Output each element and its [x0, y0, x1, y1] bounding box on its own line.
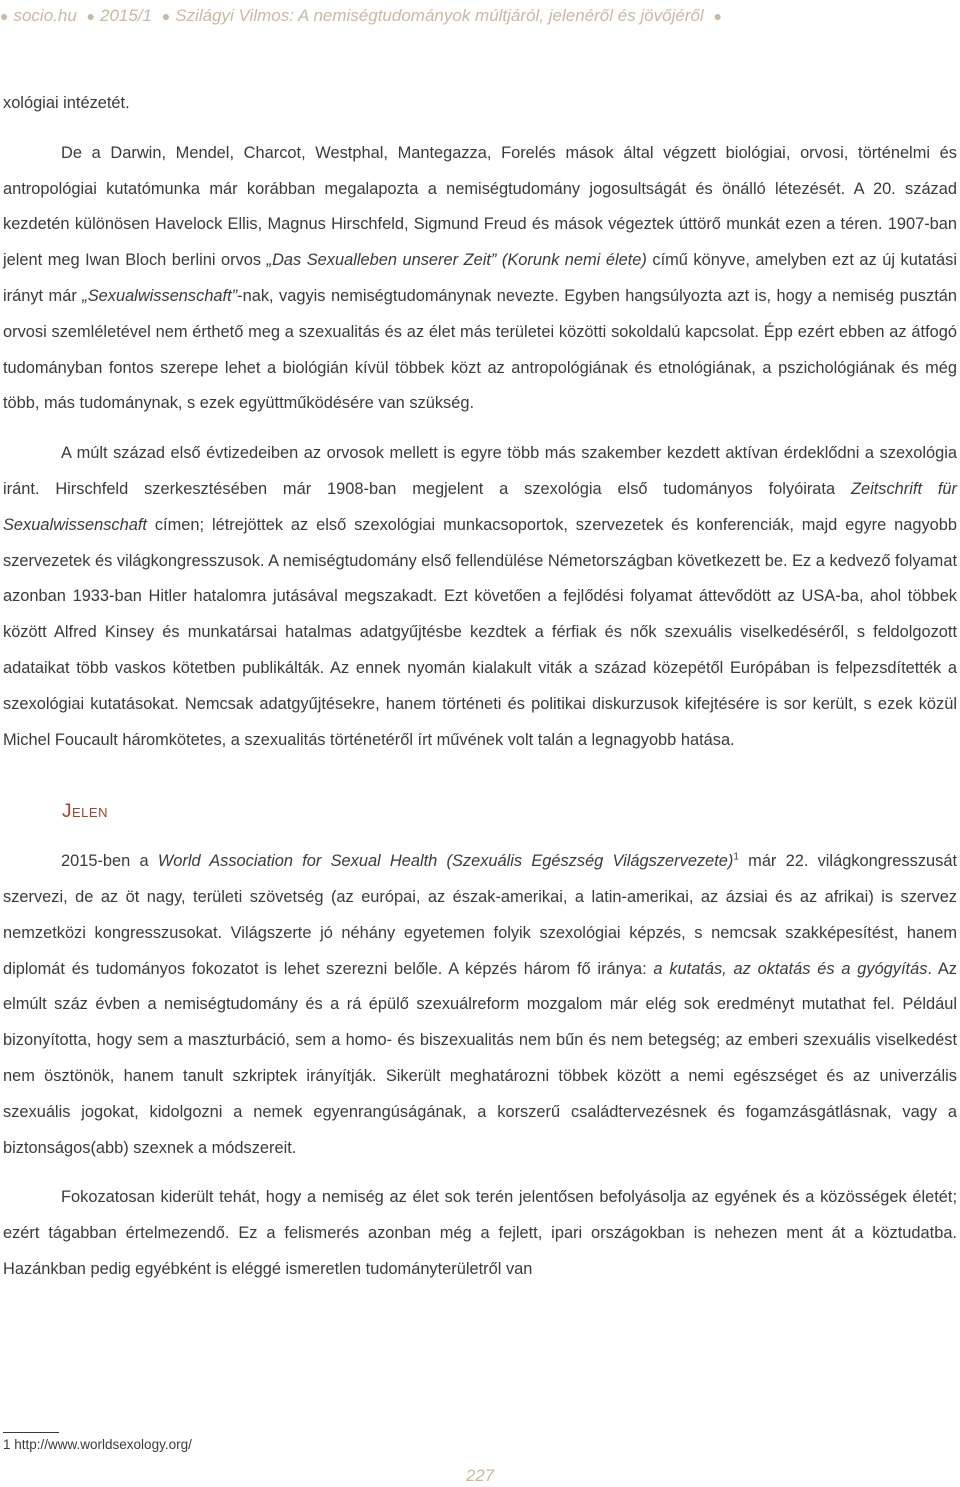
page-number: 227 — [465, 1466, 495, 1485]
organization-name: World Association for Sexual Health (Szexuális Egészség Világszervezete) — [157, 852, 734, 871]
book-title: „Das Sexualleben unserer Zeit” (Korunk nemi élete) — [266, 251, 647, 270]
header-site: socio.hu — [13, 6, 77, 25]
bullet-icon: ● — [0, 8, 9, 24]
footnote[interactable]: 1 http://www.worldsexology.org/ — [3, 1437, 192, 1452]
paragraph: A múlt század első évtizedeiben az orvosok mellett is egyre több más szakember kezdett aktívan érdeklődni a szexológia iránt. Hirschfeld szerkesztésében már 1908-ban megjelent a szexológia első tudományos folyóirata Zeitschrift für Sexualwissenschaft címen; létrejöttek az első szexológiai munkacsoportok, szervezetek és konferenciák, majd egyre nagyobb szervezetek és világkongresszusok. A nemiségtudomány első fellendülése Németországban következett be. Ez a kedvező folyamat azonban 1933-ban Hitler hatalomra jutásával megszakadt. Ezt követően a fejlődési folyamat áttevődött az USA-ba, ahol többek között Alfred Kinsey és munkatársai hatalmas adatgyűjtésbe kezdtek a férfiak és nők szexuális viselkedéséről, s feldolgozott adataikat több vaskos kötetben publikálták. Az ennek nyomán kialakult viták a század közepétől Európában is felpezsdítették a szexológiai kutatásokat. Nemcsak adatgyűjtésekre, hanem történeti és politikai diskurzusok kifejtésére is sor került, s ezek közül Michel Foucault háromkötetes, a szexualitás történetéről írt művének volt talán a legnagyobb hatása. — [3, 444, 958, 749]
journal-title: Zeitschrift für Sexualwissenschaft — [3, 479, 958, 534]
running-header — [0, 6, 960, 30]
article-body — [3, 86, 957, 1288]
term: „Sexualwissenschaft” — [82, 286, 238, 305]
bullet-icon: ● — [161, 8, 171, 24]
bullet-icon: ● — [713, 8, 722, 24]
footnote-ref[interactable]: 1 — [733, 851, 739, 863]
footnote-divider — [3, 1432, 59, 1433]
section-title: Jelen — [62, 801, 108, 823]
header-issue: 2015/1 — [100, 6, 152, 25]
bullet-icon: ● — [86, 8, 95, 24]
paragraph-continuation: xológiai intézetét. — [3, 94, 130, 112]
paragraph: 2015-ben a World Association for Sexual Health (Szexuális Egészség Világszervezete)$^1$ már 22. világkongresszusát szervezi, de az öt nagy, területi szövetség (az európai, az észak-amerikai, a latin-amerikai, az ázsiai és az afrikai) is szervez nemzetközi kongresszusokat. Világszerte jó néhány egyetemen folyik szexológiai képzés, s nemcsak szakképesítést, hanem diplomát és tudományos fokozatot is lehet szerezni belőle. A képzés három fő iránya: a kutatás, az oktatás és a gyógyítás. Az elmúlt száz évben a nemiségtudomány és a rá épülő szexuálreform mozgalom már elég sok eredményt mutathat fel. Például bizonyította, hogy sem a maszturbáció, sem a homo- és biszexualitás nem bűn és nem betegség; az emberi szexuális viselkedést nem ösztönök, hanem tanult szkriptek irányítják. Sikerült meghatározni többek között a nemi egészséget és az univerzális szexuális jogokat, kidolgozni a nemek egyenrangúságának, a korszerű családtervezésnek és fogamzásgátlásnak, vagy a biztonságos(abb) szexnek a módszereit. — [3, 851, 957, 1157]
training-directions: a kutatás, az oktatás és a gyógyítás — [653, 959, 928, 978]
paragraph: Fokozatosan kiderült tehát, hogy a nemiség az élet sok terén jelentősen befolyásolja az egyének és a közösségek életét; ezért tágabban értelmezendő. Ez a felismerés azonban még a fejlett, ipari országokban is nehezen ment át a köztudatba. Hazánkban pedig egyébként is eléggé ismeretlen tudományterületről van — [3, 1188, 957, 1278]
paragraph: De a Darwin, Mendel, Charcot, Westphal, Mantegazza, Forelés mások által végzett biológiai, orvosi, történelmi és antropológiai kutatómunka már korábban megalapozta a nemiségtudomány jogosultságát és önálló létezését. A 20. század kezdetén különösen Havelock Ellis, Magnus Hirschfeld, Sigmund Freud és mások végeztek úttörő munkát ezen a téren. 1907-ban jelent meg Iwan Bloch berlini orvos „Das Sexualleben unserer Zeit” (Korunk nemi élete) című könyve, amelyben ezt az új kutatási irányt már „Sexualwissenschaft”-nak, vagyis nemiségtudománynak nevezte. Egyben hangsúlyozta azt is, hogy a nemiség pusztán orvosi szemléletével nem érthető meg a szexualitás és az élet más területei közötti sokoldalú kapcsolat. Épp ezért ebben az átfogó tudományban fontos szerepe lehet a biológián kívül többek közt az antropológiának és etnológiának, a pszichológiának és még több, más tudománynak, s ezek együttműködésére van szükség. — [3, 143, 957, 413]
header-article: Szilágyi Vilmos: A nemiségtudományok múltjáról, jelenéről és jövőjéről — [175, 6, 704, 25]
